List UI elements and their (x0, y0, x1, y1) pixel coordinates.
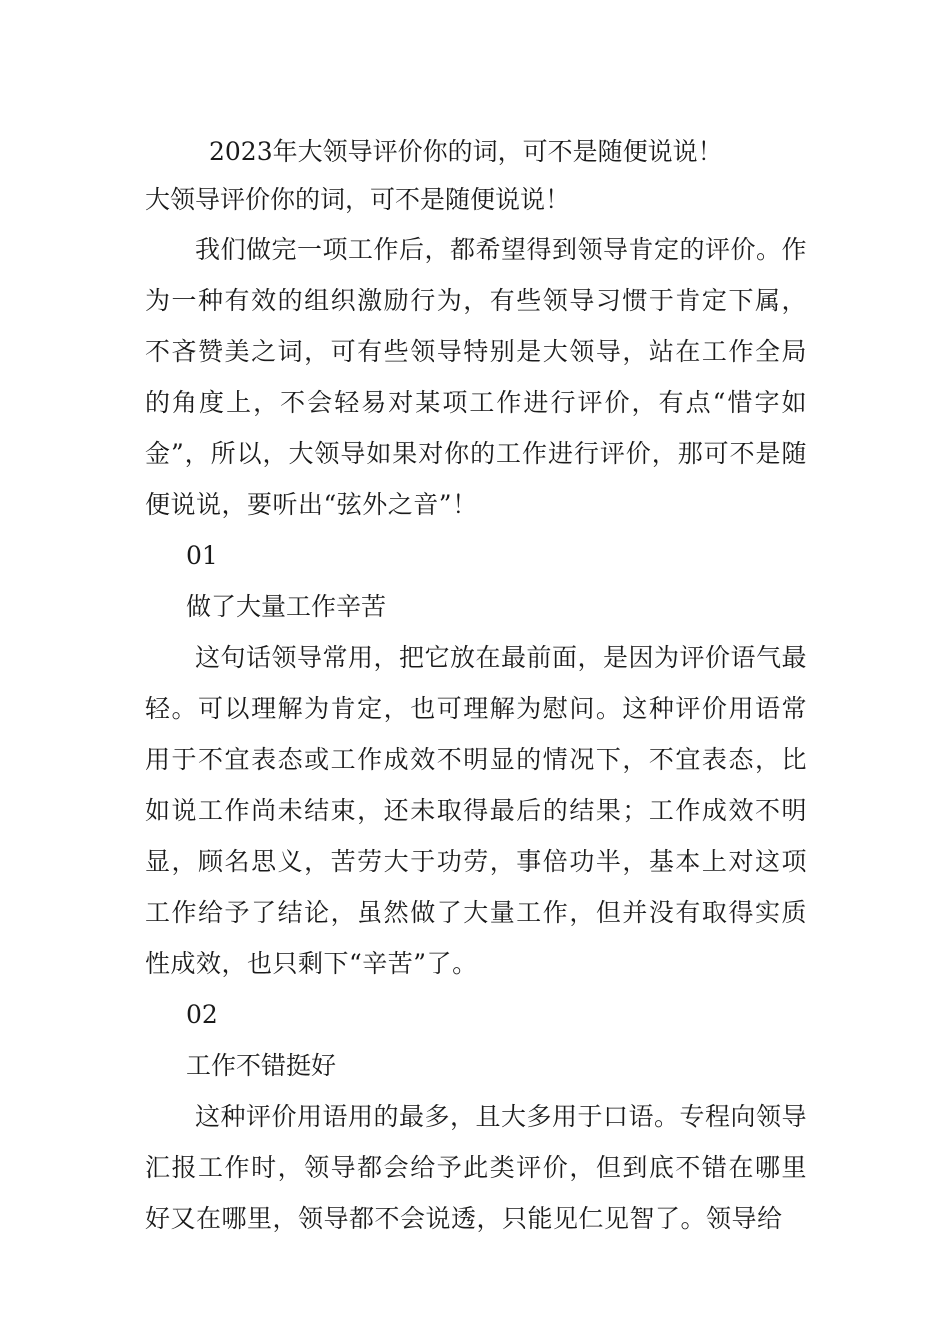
section-body: 这句话领导常用，把它放在最前面，是因为评价语气最轻。可以理解为肯定，也可理解为慰问。这种评价用语常用于不宜表态或工作成效不明显的情况下，不宜表态，比如说工作尚未结束，还未取得最后的结果；工作成效不明显，顾名思义，苦劳大于功劳，事倍功半，基本上对这项工作给予了结论，虽然做了大量工作，但并没有取得实质性成效，也只剩下“辛苦”了。 (145, 643, 808, 978)
intro-paragraph: 我们做完一项工作后，都希望得到领导肯定的评价。作为一种有效的组织激励行为，有些领导习惯于肯定下属，不吝赞美之词，可有些领导特别是大领导，站在工作全局的角度上，不会轻易对某项工作进行评价，有点“惜字如金”，所以，大领导如果对你的工作进行评价，那可不是随便说说，要听出“弦外之音”！ (145, 235, 808, 519)
section-number: 02 (186, 1000, 218, 1029)
document-title: 2023年大领导评价你的词，可不是随便说说！ (209, 137, 723, 166)
section-number: 01 (186, 541, 218, 570)
section-body: 这种评价用语用的最多，且大多用于口语。专程向领导汇报工作时，领导都会给予此类评价，但到底不错在哪里好又在哪里，领导都不会说透，只能见仁见智了。领导给 (145, 1102, 808, 1233)
document-content (145, 130, 807, 1244)
document-subtitle: 大领导评价你的词，可不是随便说说！ (145, 185, 571, 214)
section-heading: 工作不错挺好 (186, 1051, 337, 1080)
section-heading: 做了大量工作辛苦 (186, 592, 387, 621)
